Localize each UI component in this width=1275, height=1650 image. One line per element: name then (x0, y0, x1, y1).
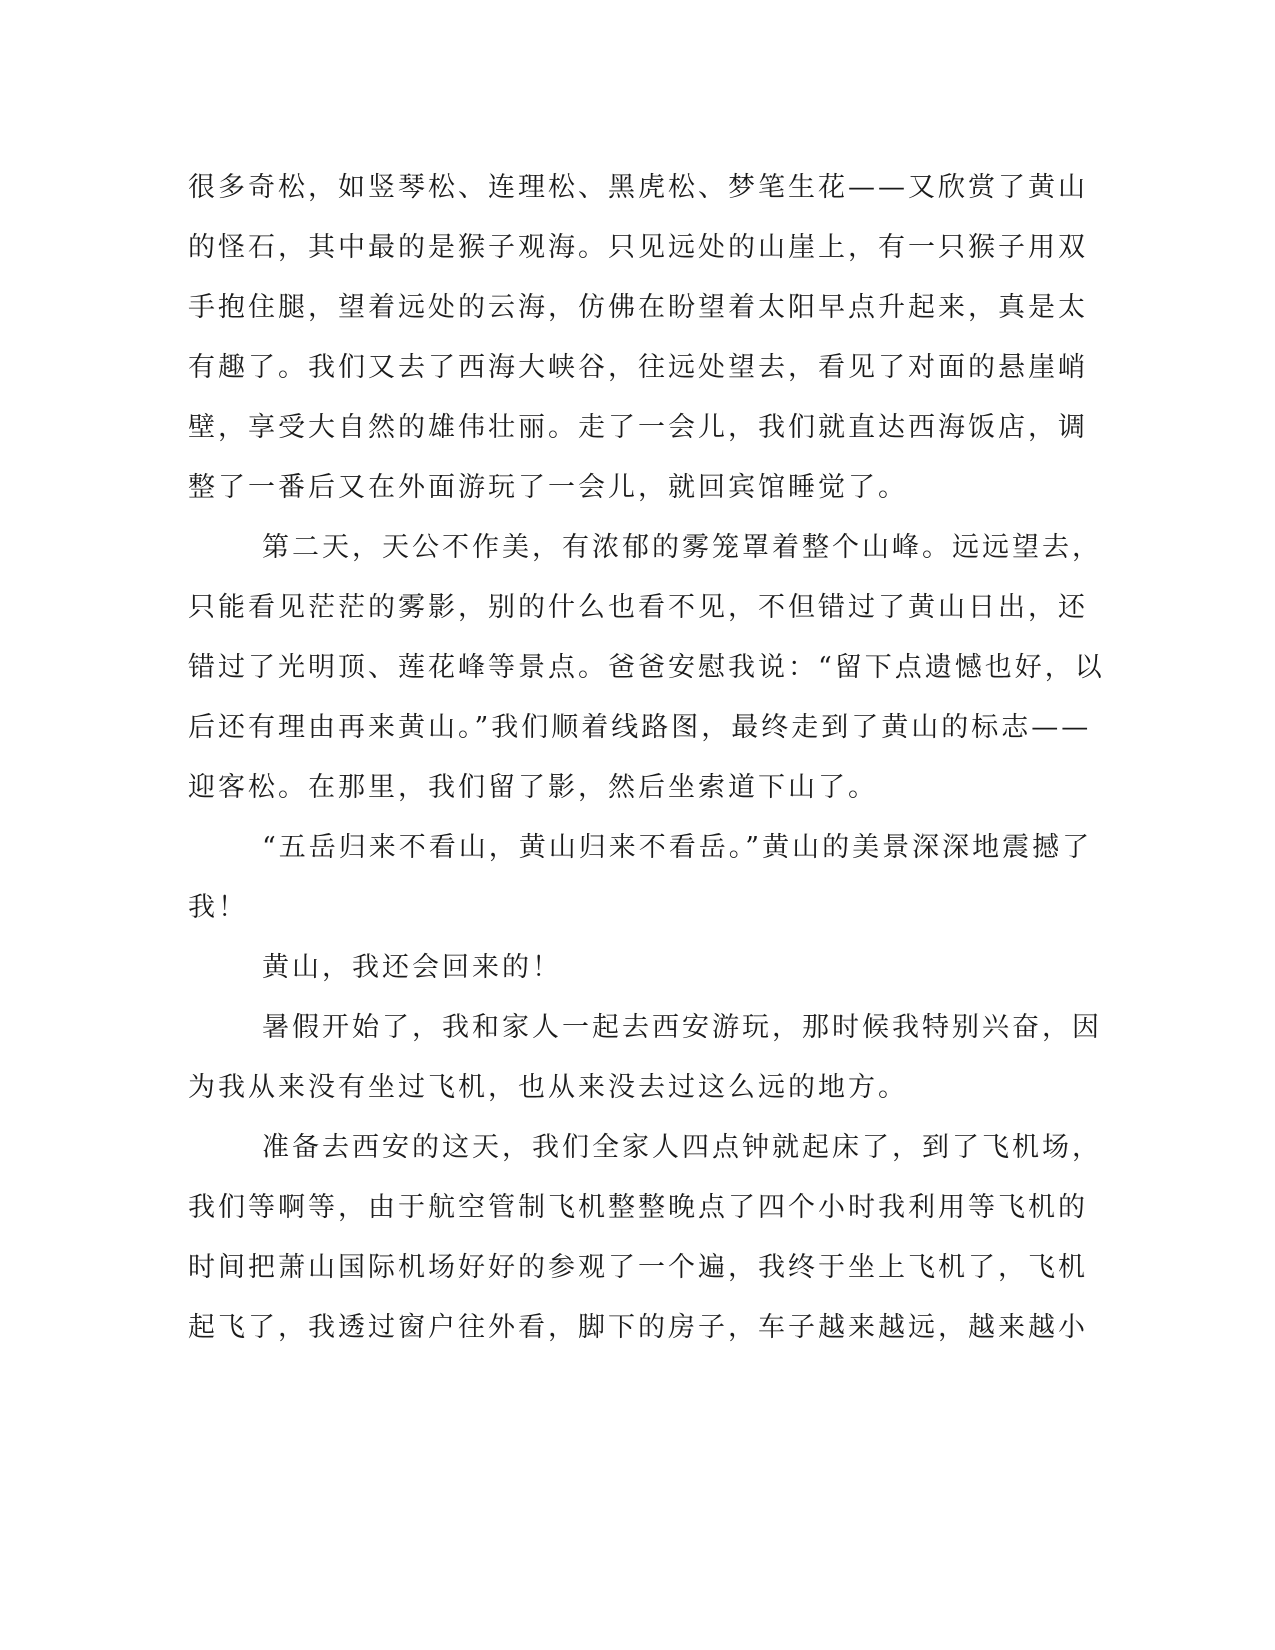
text-line: 第二天，天公不作美，有浓郁的雾笼罩着整个山峰。远远望去， (262, 532, 1102, 563)
text-line: 我！ (188, 892, 248, 923)
text-line: 有趣了。我们又去了西海大峡谷，往远处望去，看见了对面的悬崖峭 (188, 352, 1088, 383)
text-line: “五岳归来不看山，黄山归来不看岳。”黄山的美景深深地震撼了 (262, 832, 1093, 863)
text-line: 整了一番后又在外面游玩了一会儿，就回宾馆睡觉了。 (188, 472, 908, 503)
text-line: 时间把萧山国际机场好好的参观了一个遍，我终于坐上飞机了，飞机 (188, 1252, 1088, 1283)
text-line: 我们等啊等，由于航空管制飞机整整晚点了四个小时我利用等飞机的 (188, 1192, 1088, 1223)
text-line: 只能看见茫茫的雾影，别的什么也看不见，不但错过了黄山日出，还 (188, 592, 1088, 623)
document-body (188, 158, 1105, 1358)
text-line: 起飞了，我透过窗户往外看，脚下的房子，车子越来越远，越来越小 (188, 1312, 1088, 1343)
text-line: 手抱住腿，望着远处的云海，仿佛在盼望着太阳早点升起来，真是太 (188, 292, 1088, 323)
text-line: 为我从来没有坐过飞机，也从来没去过这么远的地方。 (188, 1072, 908, 1103)
text-line: 后还有理由再来黄山。”我们顺着线路图，最终走到了黄山的标志—— (188, 712, 1092, 743)
text-line: 壁，享受大自然的雄伟壮丽。走了一会儿，我们就直达西海饭店，调 (188, 412, 1088, 443)
text-line: 迎客松。在那里，我们留了影，然后坐索道下山了。 (188, 772, 878, 803)
text-line: 黄山，我还会回来的！ (262, 952, 562, 983)
text-line: 很多奇松，如竖琴松、连理松、黑虎松、梦笔生花——又欣赏了黄山 (188, 172, 1088, 203)
text-line: 错过了光明顶、莲花峰等景点。爸爸安慰我说：“留下点遗憾也好，以 (188, 652, 1105, 683)
text-line: 准备去西安的这天，我们全家人四点钟就起床了，到了飞机场， (262, 1132, 1102, 1163)
text-line: 的怪石，其中最的是猴子观海。只见远处的山崖上，有一只猴子用双 (188, 232, 1088, 263)
text-line: 暑假开始了，我和家人一起去西安游玩，那时候我特别兴奋，因 (262, 1012, 1102, 1043)
